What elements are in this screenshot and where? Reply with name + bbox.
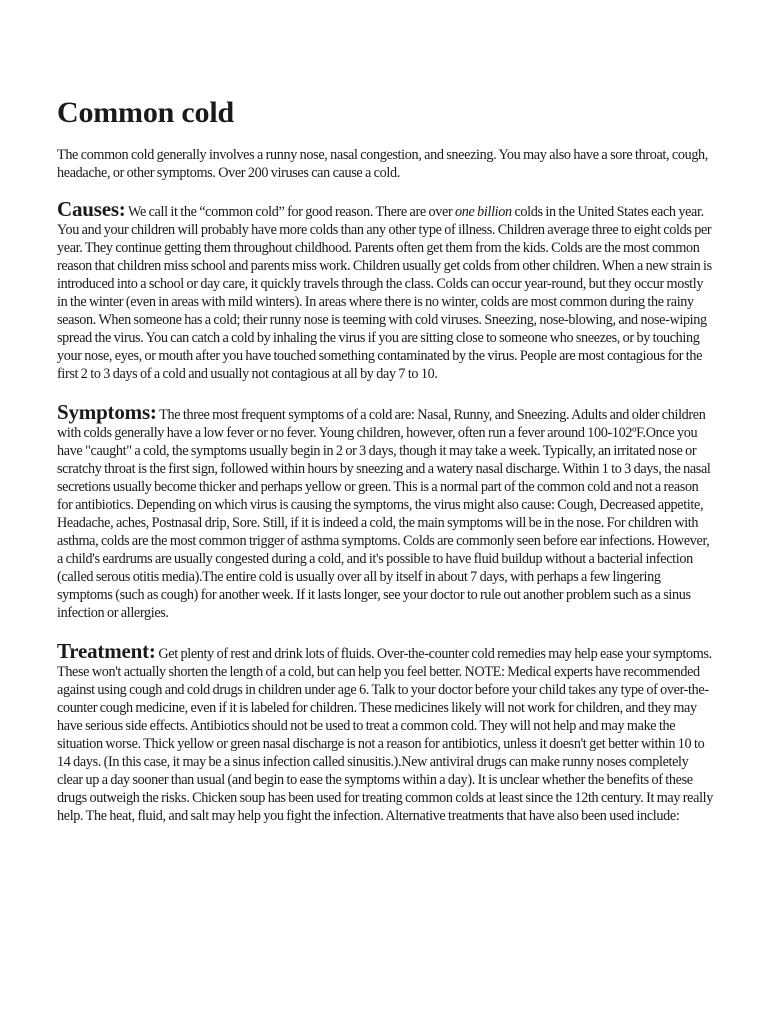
page-title: Common cold	[57, 96, 234, 129]
intro-paragraph: The common cold generally involves a runny nose, nasal congestion, and sneezing. You may also have a sore throat, cough, headache, or other symptoms. Over 200 viruses can cause a cold.	[57, 147, 709, 181]
document-page	[57, 96, 713, 845]
causes-heading: Causes:	[57, 197, 126, 221]
symptoms-heading: Symptoms:	[57, 400, 157, 424]
causes-section	[57, 197, 713, 383]
treatment-text: Get plenty of rest and drink lots of fluids. Over-the-counter cold remedies may help ease your symptoms. These won't actually shorten the length of a cold, but can help you feel better. NOTE: Medical experts have recommended against using cough and cold drugs in children under age 6. Talk to your doctor before your child takes any type of over-the-counter cough medicine, even if it is labeled for children. These medicines likely will not work for children, and they may have serious side effects. Antibiotics should not be used to treat a common cold. They will not help and may make the situation worse. Thick yellow or green nasal discharge is not a reason for antibiotics, unless it doesn't get better within 10 to 14 days. (In this case, it may be a sinus infection called sinusitis.).New antiviral drugs can make runny noses completely clear up a day sooner than usual (and begin to ease the symptoms within a day). It is unclear whether the benefits of these drugs outweigh the risks. Chicken soup has been used for treating common colds at least since the 12th century. It may really help. The heat, fluid, and salt may help you fight the infection. Alternative treatments that have also been used include:	[57, 646, 713, 824]
causes-emphasis: one billion	[455, 204, 512, 220]
symptoms-text: The three most frequent symptoms of a cold are: Nasal, Runny, and Sneezing. Adults and older children with colds generally have a low fever or no fever. Young children, however, often run a fever around 100-102ºF.Once you have "caught" a cold, the symptoms usually begin in 2 or 3 days, though it may take a week. Typically, an irritated nose or scratchy throat is the first sign, followed within hours by sneezing and a watery nasal discharge. Within 1 to 3 days, the nasal secretions usually become thicker and perhaps yellow or green. This is a normal part of the common cold and not a reason for antibiotics. Depending on which virus is causing the symptoms, the virus might also cause: Cough, Decreased appetite, Headache, aches, Postnasal drip, Sore. Still, if it is indeed a cold, the main symptoms will be in the nose. For children with asthma, colds are the most common trigger of asthma symptoms. Colds are commonly seen before ear infections. However, a child's eardrums are usually congested during a cold, and it's possible to have fluid buildup without a bacterial infection (called serous otitis media).The entire cold is usually over all by itself in about 7 days, with perhaps a few lingering symptoms (such as cough) for another week. If it lasts longer, see your doctor to rule out another problem such as a sinus infection or allergies.	[57, 407, 711, 621]
causes-text-part-1: We call it the “common cold” for good reason. There are over	[125, 204, 456, 220]
symptoms-section	[57, 400, 713, 622]
treatment-heading: Treatment:	[57, 639, 156, 663]
causes-text-part-2: colds in the United States each year. You and your children will probably have more colds than any other type of illness. Children average three to eight colds per year. They continue getting them throughout childhood. Parents often get them from the kids. Colds are the most common reason that children miss school and parents miss work. Children usually get colds from other children. When a new strain is introduced into a school or day care, it quickly travels through the class. Colds can occur year-round, but they occur mostly in the winter (even in areas with mild winters). In areas where there is no winter, colds are most common during the rainy season. When someone has a cold; their runny nose is teeming with cold viruses. Sneezing, nose-blowing, and nose-wiping spread the virus. You can catch a cold by inhaling the virus if you are sitting close to someone who sneezes, or by touching your nose, eyes, or mouth after you have touched something contaminated by the virus. People are most contagious for the first 2 to 3 days of a cold and usually not contagious at all by day 7 to 10.	[57, 204, 712, 382]
treatment-section	[57, 639, 713, 825]
